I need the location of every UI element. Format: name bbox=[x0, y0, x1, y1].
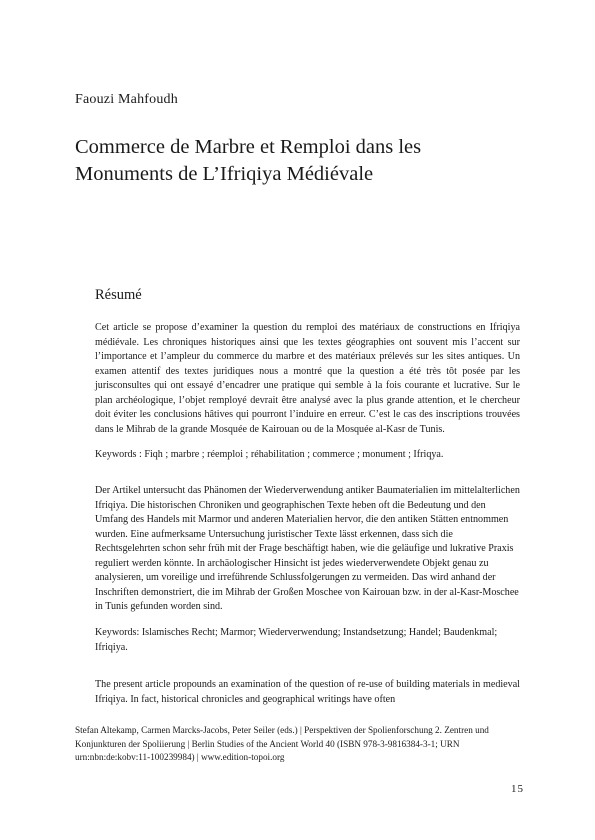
resume-heading: Résumé bbox=[95, 287, 142, 303]
author-name: Faouzi Mahfoudh bbox=[75, 92, 178, 107]
keywords-french: Keywords : Fiqh ; marbre ; réemploi ; réhabilitation ; commerce ; monument ; Ifriqya. bbox=[95, 449, 444, 460]
abstract-german: Der Artikel untersucht das Phänomen der Wiederverwendung antiker Baumaterialien im mittelalterlichen Ifriqiya. Die historischen Chroniken und geographischen Texte heben oft die Bedeutung und den Umfang des Handels mit Marmor und anderen Materialien hervor, die den antiken Stätten entnommen wurden. Eine aufmerksame Untersuchung juristischer Texte lässt erkennen, dass sich die Rechtsgelehrten schon sehr früh mit der Frage beschäftigt haben, wie die geläufige und lukrative Praxis reguliert werden könnte. In archäologischer Hinsicht ist jedes wiederverwendete Objekt genau zu analysieren, um voreilige und irreführende Schlussfolgerungen zu vermeiden. Das wird anhand der Inschriften demonstriert, die im Mihrab der Großen Moschee von Kairouan bzw. in der al-Kasr-Moschee in Tunis gefunden worden sind. bbox=[95, 485, 520, 612]
keywords-german: Keywords: Islamisches Recht; Marmor; Wiederverwendung; Instandsetzung; Handel; Baudenkmal; Ifriqiya. bbox=[95, 627, 498, 653]
page-number: 15 bbox=[511, 783, 524, 795]
abstract-english: The present article propounds an examination of the question of re-use of building materials in medieval Ifriqiya. In fact, historical chronicles and geographical writings have often bbox=[95, 679, 520, 705]
abstract-french: Cet article se propose d’examiner la question du remploi des matériaux de constructions en Ifriqiya médiévale. Les chroniques historiques ainsi que les textes géographies ont souvent mis l’accent sur l’importance et l’ampleur du commerce du marbre et des matériaux prélevés sur les sites antiques. Un examen attentif des textes juridiques nous a montré que la question a été très tôt posée par les jurisconsultes qui ont essayé d’encadrer une pratique qui semble à la fois courante et lucrative. Sur le plan archéologique, l’objet remployé devrait être analysé avec la plus grande attention, et le chercheur doit éviter les conclusions hâtives qui pourront l’induire en erreur. C’est le cas des inscriptions trouvées dans le Mihrab de la grande Mosquée de Kairouan ou de la Mosquée al-Kasr de Tunis. bbox=[95, 322, 520, 435]
citation-footer: Stefan Altekamp, Carmen Marcks-Jacobs, Peter Seiler (eds.) | Perspektiven der Spolienforschung 2. Zentren und Konjunkturen der Spoliierung | Berlin Studies of the Ancient World 40 (ISBN 978-3-9816384-3-1; URN urn:nbn:de:kobv:11-100239984) | www.edition-topoi.org bbox=[75, 725, 489, 762]
article-title: Commerce de Marbre et Remploi dans les Monuments de L’Ifriqiya Médiévale bbox=[75, 136, 422, 185]
